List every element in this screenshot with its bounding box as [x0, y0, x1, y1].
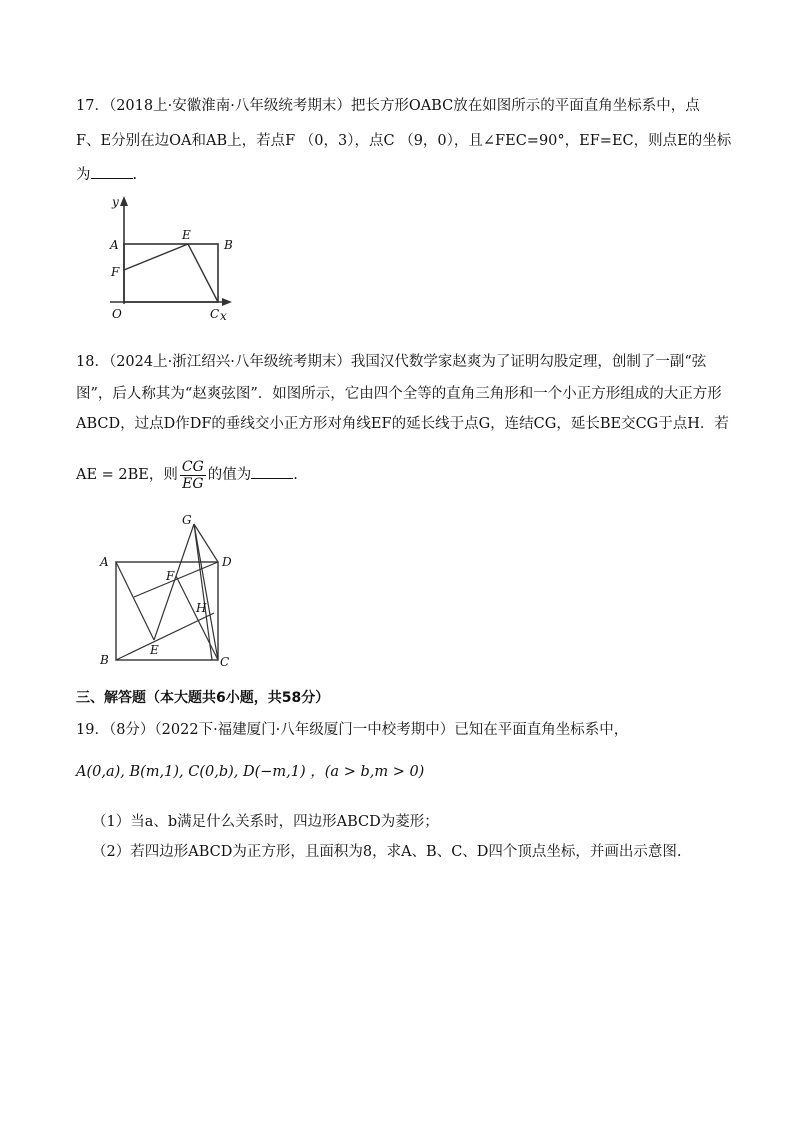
q17-line3-text: 为 — [76, 167, 91, 183]
section-3-heading: 三、解答题（本大题共6小题，共58分） — [76, 690, 330, 706]
q17-label-a: A — [110, 238, 119, 252]
q18-seg-ae — [116, 562, 154, 640]
q18-line4-start: AE = 2BE，则 — [76, 467, 178, 483]
q17-answer-blank — [91, 164, 133, 179]
q19-line1: 19．（8分）（2022下·福建厦门·八年级厦门一中校考期中）已知在平面直角坐标系中， — [76, 722, 629, 738]
q17-figure — [100, 192, 240, 322]
q18-label-f: F — [166, 569, 175, 583]
q18-label-g: G — [182, 513, 192, 527]
q18-fraction-denominator: EG — [182, 475, 204, 492]
q17-line2: F、E分别在边OA和AB上，若点F （0，3），点C （9，0），且∠FEC=90°，EF=EC，则点E的坐标 — [76, 133, 732, 149]
q17-label-b: B — [224, 238, 233, 252]
q17-x-arrow — [222, 298, 232, 306]
q19-part2: （2）若四边形ABCD为正方形，且面积为8，求A、B、C、D四个顶点坐标，并画出示意图. — [92, 844, 682, 860]
q18-line4-end: . — [293, 467, 298, 483]
q18-seg-cf — [176, 576, 218, 660]
q17-label-o: O — [112, 307, 122, 321]
q18-label-c: C — [220, 655, 230, 669]
q18-seg-cg — [194, 524, 218, 660]
q18-label-b: B — [100, 653, 109, 667]
q17-segments-fec — [124, 244, 218, 302]
q17-line1: 17．（2018上·安徽淮南·八年级统考期末）把长方形OABC放在如图所示的平面直角坐标系中，点 — [76, 98, 700, 114]
q18-label-e: E — [150, 643, 159, 657]
q18-label-a: A — [100, 555, 109, 569]
q19-part1: （1）当a、b满足什么关系时，四边形ABCD为菱形； — [92, 814, 439, 830]
q17-label-x: x — [220, 309, 227, 322]
q18-seg-gc2 — [194, 524, 212, 660]
q18-line4 — [76, 458, 298, 492]
q17-label-c: C — [210, 307, 220, 321]
q18-fraction — [180, 459, 206, 492]
q18-line2: 图”，后人称其为“赵爽弦图”．如图所示，它由四个全等的直角三角形和一个小正方形组成的大正方形 — [76, 386, 722, 402]
q17-label-f: F — [111, 265, 120, 279]
q18-line4-middle: 的值为 — [207, 467, 252, 483]
q17-y-arrow — [120, 196, 128, 206]
q18-figure — [96, 512, 246, 672]
q18-line3: ABCD，过点D作DF的垂线交小正方形对角线EF的延长线于点G，连结CG，延长BE交CG于点H．若 — [76, 416, 729, 432]
q17-line3 — [76, 164, 137, 185]
q18-fraction-numerator: CG — [181, 458, 204, 475]
q18-line1: 18．（2024上·浙江绍兴·八年级统考期末）我国汉代数学家赵爽为了证明勾股定理，创制了一副“弦 — [76, 354, 707, 370]
q18-seg-be — [116, 613, 214, 660]
q19-line2: A(0,a), B(m,1), C(0,b), D(−m,1) ，(a > b,m > 0) — [76, 764, 425, 780]
q18-label-h: H — [196, 601, 207, 615]
q18-answer-blank — [251, 464, 293, 479]
q18-label-d: D — [222, 555, 232, 569]
q17-label-e: E — [182, 228, 191, 242]
q17-rectangle-oabc — [124, 244, 218, 302]
q17-label-y: y — [112, 195, 119, 209]
q17-line3-end: . — [132, 167, 138, 183]
